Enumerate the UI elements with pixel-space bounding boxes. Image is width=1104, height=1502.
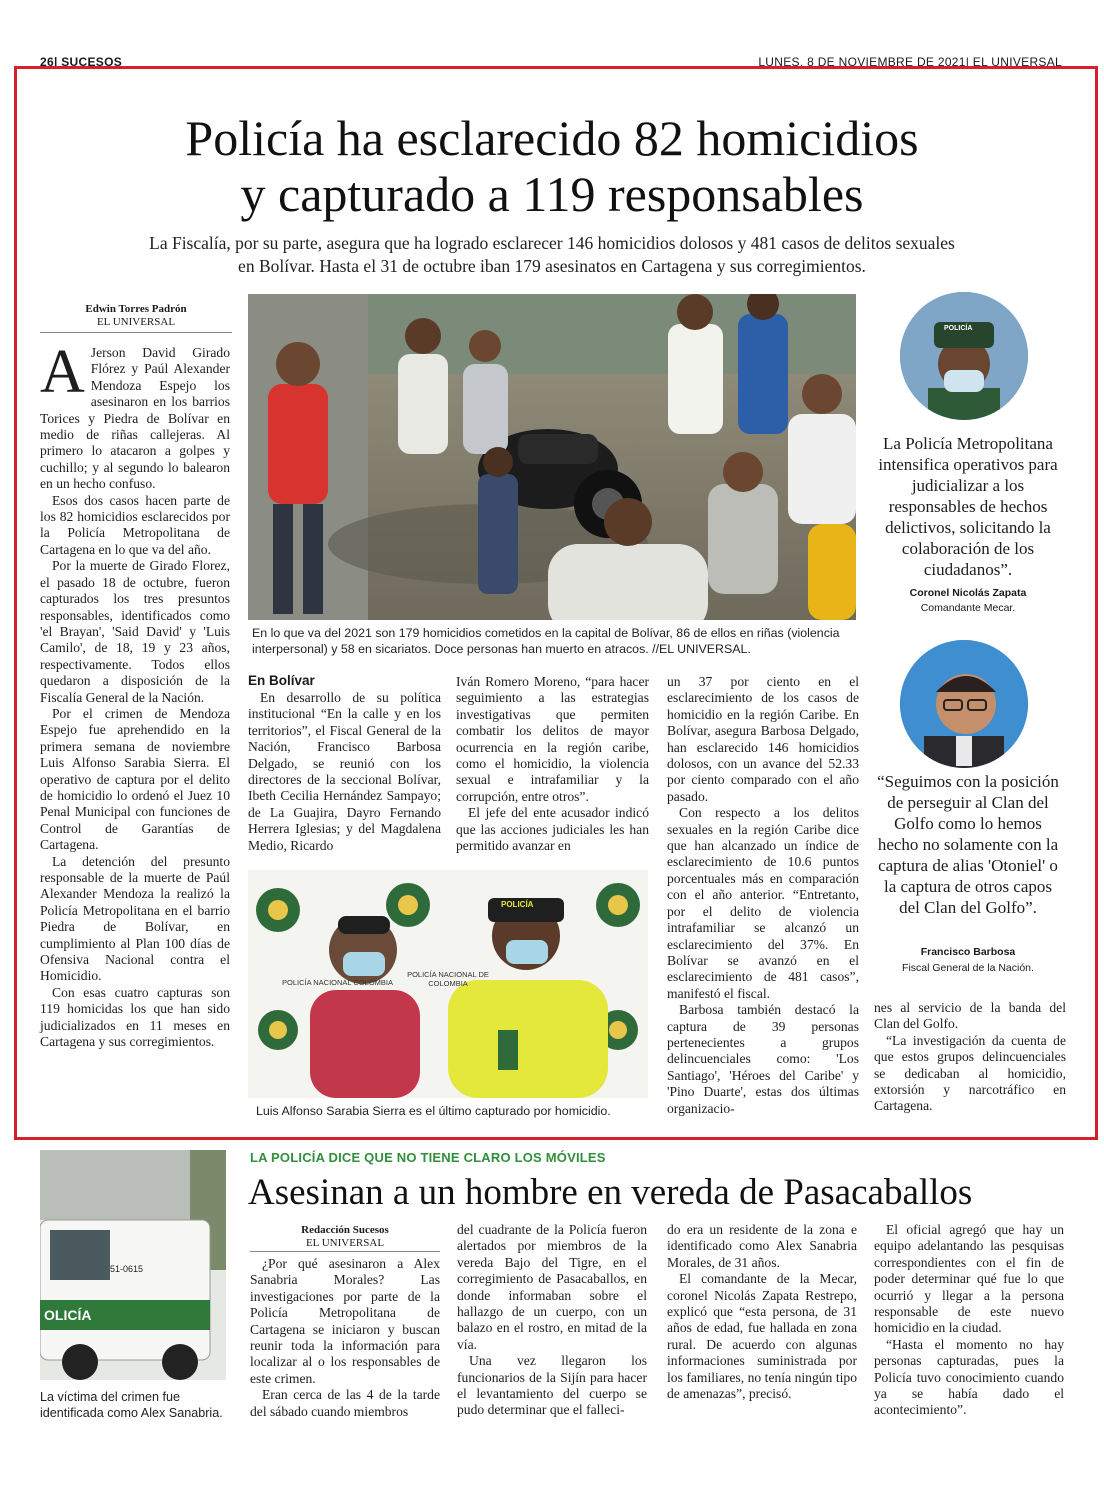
capture-photo [248, 870, 648, 1098]
headline-line-1: Policía ha esclarecido 82 homicidios [185, 110, 919, 166]
second-story-headline: Asesinan a un hombre en vereda de Pasacaballos [248, 1172, 973, 1213]
second-column-4 [874, 1222, 1064, 1419]
paragraph: Por el crimen de Mendoza Espejo fue aprehendido en la primera semana de noviembre Luis Alfonso Sarabia Sierra. El operativo de captura por el delito de homicidio lo ordenó el Juez 10 Penal Municipal con funciones de Control de Garantías de Cartagena. [40, 705, 230, 853]
second-column-1 [250, 1256, 440, 1420]
paragraph: Una vez llegaron los funcionarios de la Sijín para hacer el levantamiento del cuerpo se pudo determinar que el falleci- [457, 1353, 647, 1418]
main-column-5 [874, 1000, 1066, 1115]
subhead-line-2: en Bolívar. Hasta el 31 de octubre iban 179 asesinatos en Cartagena y sus corregimientos. [238, 256, 866, 276]
byline-name: Redacción Sucesos [301, 1224, 389, 1236]
page-section-label: 26| SUCESOS [40, 55, 123, 69]
byline-divider [40, 332, 232, 333]
paragraph: un 37 por ciento en el esclarecimiento de los casos de homicidio en la región Caribe. En Bolívar, asegura Barbosa Delgado, han esclarecido 146 homicidios dolosos, con un avance del 52.33 por ciento comparado con el año pasado. [667, 674, 859, 804]
main-subhead [80, 232, 1024, 278]
paragraph: nes al servicio de la banda del Clan del Golfo. [874, 1000, 1066, 1032]
byline [40, 303, 232, 329]
subhead-line-1: La Fiscalía, por su parte, asegura que ha logrado esclarecer 146 homicidios dolosos y 481 casos de delitos sexuales [149, 233, 955, 253]
main-headline [40, 110, 1064, 222]
paragraph: El jefe del ente acusador indicó que las acciones judiciales les han permitido avanzar en [456, 805, 649, 854]
paragraph: ¿Por qué asesinaron a Alex Sanabria Morales? Las investigaciones por parte de la Policía Metropolitana de Cartagena se iniciaron y buscan reunir toda la información para localizar al o los responsables de este crimen. [250, 1256, 440, 1386]
quote-zapata-role: Comandante Mecar. [920, 602, 1016, 614]
van-police-text: OLICÍA [44, 1307, 92, 1323]
police-van-photo [40, 1150, 226, 1380]
avatar-coronel-zapata [900, 292, 1028, 420]
paragraph: El oficial agregó que hay un equipo adelantando las pesquisas correspondientes con el fin de poder determinar qué fue lo que ocurrió y llegar a la persona responsable de este nuevo homicidio en la ciudad. [874, 1222, 1064, 1336]
paragraph: Esos dos casos hacen parte de los 82 homicidios esclarecidos por la Policía Metropolitana de Cartagena en lo que va del año. [40, 492, 230, 557]
main-column-3 [456, 674, 649, 854]
paragraph: Jerson David Girado Flórez y Paúl Alexander Mendoza Espejo los asesinaron en los barrios Torices y Piedra de Bolívar en medio de riñas callejeras. Al primero lo atacaron a golpes y cuchillo; y al segundo lo balearon en un hecho confuso. [40, 345, 230, 492]
paragraph: del cuadrante de la Policía fueron alertados por miembros de la vereda Bajo del Tigre, en el corregimiento de Pasacaballos, en donde informaban sobre el hallazgo de un cuerpo, con un balazo en el rostro, en mitad de la vía. [457, 1222, 647, 1352]
crime-scene-caption: En lo que va del 2021 son 179 homicidios cometidos en la capital de Bolívar, 86 de ellos en riñas (violencia interpersonal) y 58 en sicariatos. Doce personas han muerto en atracos. //EL UNIVERSAL. [252, 626, 840, 656]
byline-name: Edwin Torres Padrón [85, 303, 187, 315]
banner-text-left: POLICÍA NACIONAL COLOMBIA [282, 978, 394, 987]
crime-scene-illustration [248, 294, 856, 620]
avatar-barbosa-illustration [900, 640, 1028, 768]
second-column-3 [667, 1222, 857, 1402]
paragraph: “La investigación da cuenta de que estos grupos delincuenciales se dedicaban al homicidio, extorsión y narcotráfico en Cartagena. [874, 1032, 1066, 1114]
second-story-byline [250, 1224, 440, 1250]
quote-zapata: La Policía Metropolitana intensifica operativos para judicializar a los responsables de hechos delictivos, solicitando la colaboración de los ciudadanos”. [878, 434, 1058, 579]
avatar-badge-text: POLICÍA [944, 325, 973, 332]
paragraph: La detención del presunto responsable de la muerte de Paúl Alexander Mendoza la realizó la Policía Metropolitana en el barrio Piedra de Bolívar, en cumplimiento al Plan 100 días de Ofensiva Nacional contra el Homicidio. [40, 853, 230, 984]
main-column-2 [248, 690, 441, 854]
crime-scene-photo [248, 294, 856, 620]
banner-text-right: POLICÍA NACIONAL DE COLOMBIA [407, 970, 489, 988]
date-paper-label: LUNES, 8 DE NOVIEMBRE DE 2021| EL UNIVERSAL [758, 55, 1062, 69]
paragraph: Por la muerte de Girado Florez, el pasado 18 de octubre, fueron capturados los tres presuntos responsables, identificados como 'el Brayan', 'Said David' y 'Luis Camilo', de 18, 19 y 23 años, respectivamente. Todos ellos quedaron a disposición de la Fiscalía General de la Nación. [40, 558, 230, 705]
second-column-2 [457, 1222, 647, 1419]
section-heading-bolivar: En Bolívar [248, 673, 315, 688]
byline-outlet: EL UNIVERSAL [305, 1237, 385, 1249]
paragraph: “Hasta el momento no hay personas capturadas, pues la Policía tuvo conocimiento cuando ya se había dado el acontecimiento”. [874, 1336, 1064, 1418]
paragraph: El comandante de la Mecar, coronel Nicolás Zapata Restrepo, explicó que “esta persona, de 31 años de edad, fue hallada en zona rural. De acuerdo con algunas informaciones suministrada por los familiares, no tenía ningún tipo de amenazas”, precisó. [667, 1271, 857, 1402]
headline-line-2: y capturado a 119 responsables [240, 166, 864, 222]
capture-caption: Luis Alfonso Sarabia Sierra es el último capturado por homicidio. [256, 1104, 611, 1118]
second-story-kicker: LA POLICÍA DICE QUE NO TIENE CLARO LOS MÓVILES [250, 1150, 606, 1165]
paragraph: do era un residente de la zona e identificado como Alex Sanabria Morales, de 31 años. [667, 1222, 857, 1270]
paragraph: Con esas cuatro capturas son 119 homicidas los que han sido judicializados en 11 meses en Cartagena y sus corregimientos. [40, 984, 230, 1050]
quote-barbosa: “Seguimos con la posición de perseguir al Clan del Golfo como lo hemos hecho no solamente con la captura de alias 'Otoniel' o la captura de otros capos del Clan del Golfo”. [877, 772, 1059, 917]
cap-text: POLICÍA [501, 900, 534, 909]
paragraph: Iván Romero Moreno, “para hacer seguimiento a las estrategias investigativas que permiten combatir los delitos de mayor ocurrencia en la región caribe, como el homicidio, la violencia sexual e intrafamiliar y la corrupción, entre otros”. [456, 674, 649, 804]
avatar-coronel-illustration [900, 292, 1028, 420]
main-column-1 [40, 338, 230, 1125]
byline-divider [250, 1251, 440, 1252]
quote-barbosa-name: Francisco Barbosa [920, 946, 1016, 958]
dropcap: A [40, 338, 85, 406]
avatar-francisco-barbosa [900, 640, 1028, 768]
paragraph: Con respecto a los delitos sexuales en la región Caribe dice que han alcanzado un índice de esclarecimiento de 10.6 puntos porcentuales más en comparación con el año anterior. “Entretanto, por el delito de violencia intrafamiliar se alcanzó un esclarecimiento del 37%. En Bolívar se avanzó en el esclarecimiento de 481 casos”, manifestó el fiscal. [667, 805, 859, 1001]
main-column-4 [667, 674, 859, 1117]
paragraph: En desarrollo de su política institucional “En la calle y en los territorios”, el Fiscal General de la Nación, Francisco Barbosa Delgado, se reunió con los directores de la seccional Bolívar, Ibeth Cecilia Hernández Sampayo; de La Guajira, Dayro Fernando Herrera Iglesias; y del Magdalena Medio, Ricardo [248, 690, 441, 853]
van-plate-text: 51-0615 [110, 1264, 144, 1274]
byline-outlet: EL UNIVERSAL [96, 316, 176, 328]
paragraph: Barbosa también destacó la captura de 39 personas pertenecientes a grupos delincuenciales como: 'Los Santiago', 'Héroes del Caribe' y 'Pino Duarte', estas dos últimas organizacio- [667, 1002, 859, 1116]
quote-barbosa-role: Fiscal General de la Nación. [902, 962, 1034, 974]
paragraph: Eran cerca de las 4 de la tarde del sábado cuando miembros [250, 1387, 440, 1419]
van-photo-caption: La víctima del crimen fue identificada como Alex Sanabria. [40, 1390, 223, 1420]
quote-zapata-name: Coronel Nicolás Zapata [909, 587, 1027, 599]
